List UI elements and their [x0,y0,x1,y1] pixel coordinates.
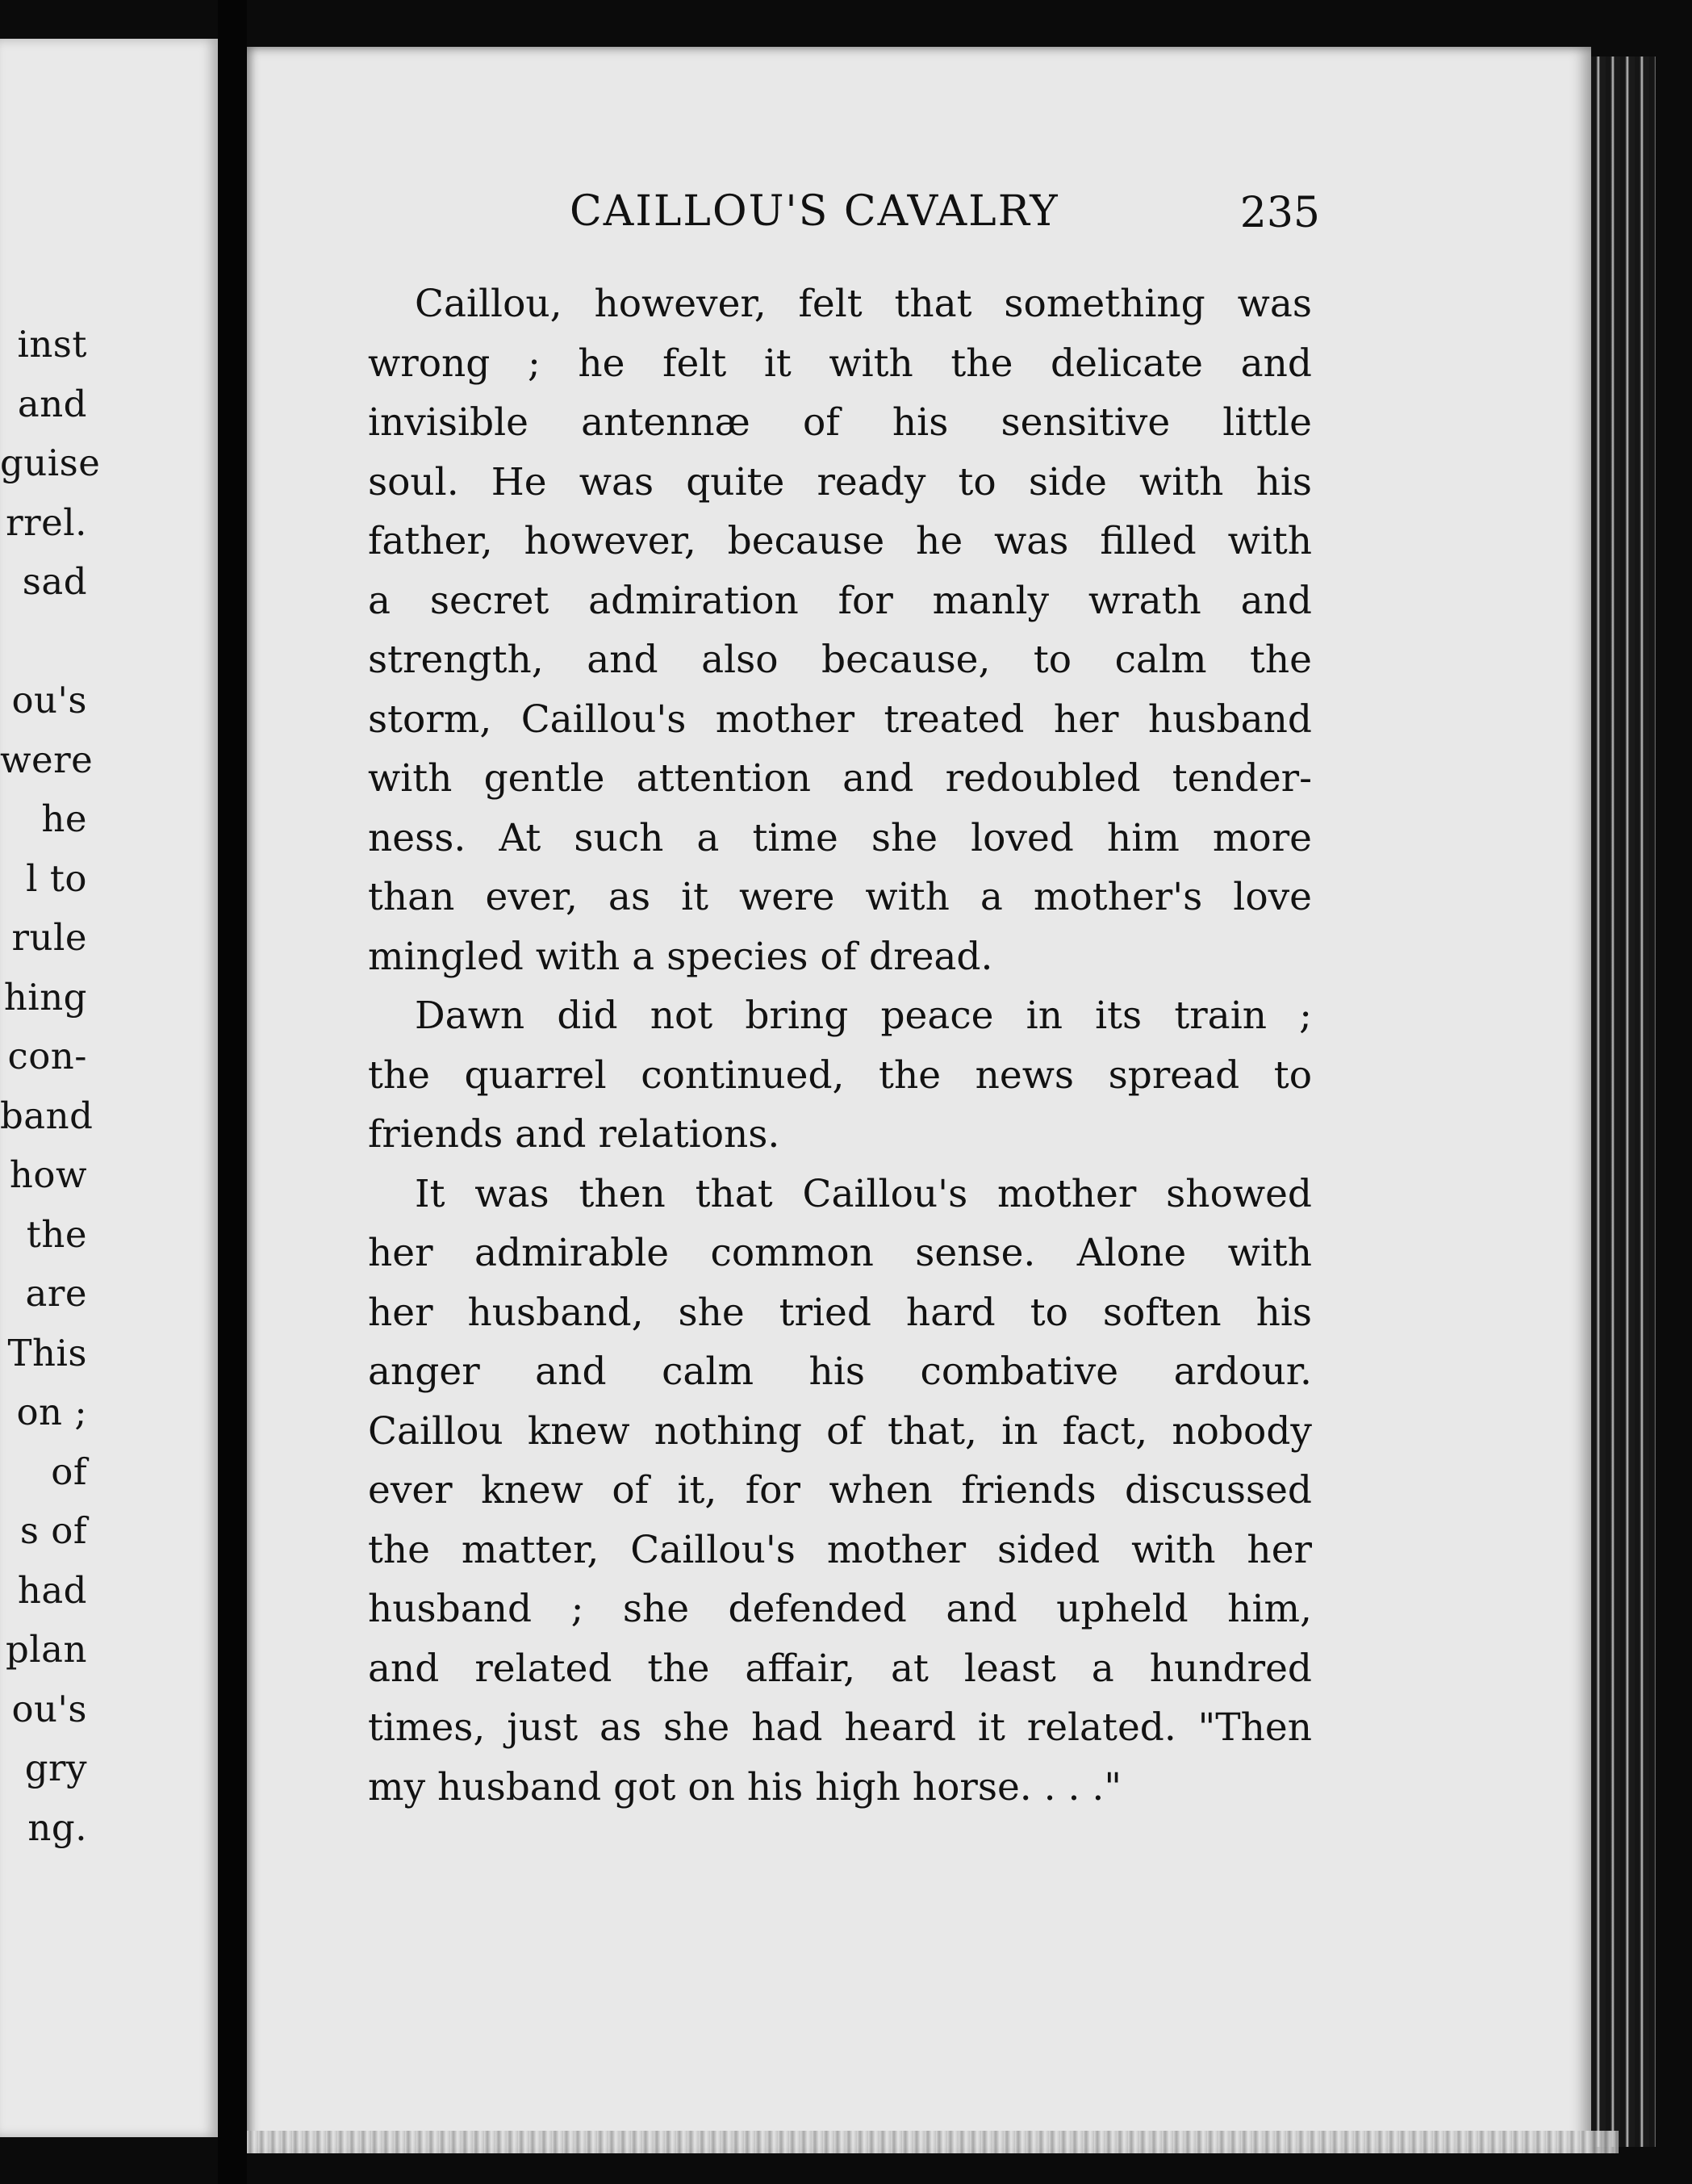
text-line: Caillou, however, felt that something was [415,282,1312,326]
body-text [368,274,1312,1817]
left-page-line: ou's [11,679,87,722]
text-line: with gentle attention and redoubled tender- [368,756,1312,801]
left-page-line: gry [24,1747,87,1789]
text-line: It was then that Caillou's mother showed [415,1171,1312,1216]
text-line: friends and relations. [368,1112,780,1157]
text-line: Caillou knew nothing of that, in fact, nobody [368,1408,1312,1454]
paragraph [368,274,1312,986]
page-bottom-edge [247,2131,1619,2153]
left-page-line: sad [22,560,87,603]
text-line: ness. At such a time she loved him more [368,815,1312,860]
text-line: anger and calm his combative ardour. [368,1349,1312,1394]
left-page-line: s of [19,1509,87,1552]
left-page-line: l to [26,856,87,900]
left-page-line: and [17,382,87,425]
paragraph [368,986,1312,1165]
text-line: Dawn did not bring peace in its train ; [415,994,1312,1038]
text-line: husband ; she defended and upheld him, [368,1587,1312,1631]
text-line: and related the affair, at least a hundred [368,1646,1312,1691]
left-page-line: are [25,1272,87,1315]
left-page-line: inst [17,323,87,366]
left-page-text [0,315,101,1857]
left-page-line: rrel. [6,500,87,544]
text-line: my husband got on his high horse. . . ." [368,1764,1122,1810]
left-page-line: he [41,797,87,840]
left-page-line: This [7,1331,87,1374]
text-line: father, however, because he was filled with [368,519,1312,563]
text-line: than ever, as it were with a mother's love [368,875,1312,919]
text-line: wrong ; he felt it with the delicate and [368,341,1312,386]
paragraph [368,1165,1312,1818]
text-line: ever knew of it, for when friends discussed [368,1468,1312,1512]
text-line: the quarrel continued, the news spread to [368,1052,1312,1098]
text-line: the matter, Caillou's mother sided with her [368,1527,1312,1572]
left-page-line [0,612,87,672]
page-number: 235 [1239,189,1320,237]
text-line: times, just as she had heard it related. "Then [368,1705,1312,1750]
left-page-line: con- [7,1035,87,1077]
text-line: invisible antennæ of his sensitive little [368,400,1312,445]
left-page-line: band [0,1094,94,1137]
text-line: a secret admiration for manly wrath and [368,578,1312,623]
left-page-line: hing [3,975,87,1019]
left-page-line: the [26,1212,87,1256]
text-line: storm, Caillou's mother treated her husband [368,697,1312,742]
left-facing-page [0,39,218,2137]
text-line: soul. He was quite ready to side with his [368,459,1312,504]
left-page-line: ou's [11,1687,87,1730]
running-head-title: CAILLOU'S CAVALRY [570,187,1059,236]
text-line: her admirable common sense. Alone with [368,1231,1312,1275]
left-page-line: ng. [27,1805,87,1849]
left-page-line: how [9,1153,87,1196]
left-page-line: guise [0,441,101,484]
running-head [570,187,1320,244]
left-page-line: had [17,1568,87,1612]
left-page-line: of [51,1450,87,1493]
left-page-line: plan [5,1628,87,1671]
text-line: mingled with a species of dread. [368,934,993,979]
left-page-line: rule [11,916,87,959]
text-line: her husband, she tried hard to soften his [368,1290,1312,1335]
left-page-line: were [0,738,94,781]
text-line: strength, and also because, to calm the [368,638,1312,682]
book-gutter [218,0,247,2184]
left-page-line: on ; [16,1391,87,1433]
page-edges [1591,56,1656,2147]
